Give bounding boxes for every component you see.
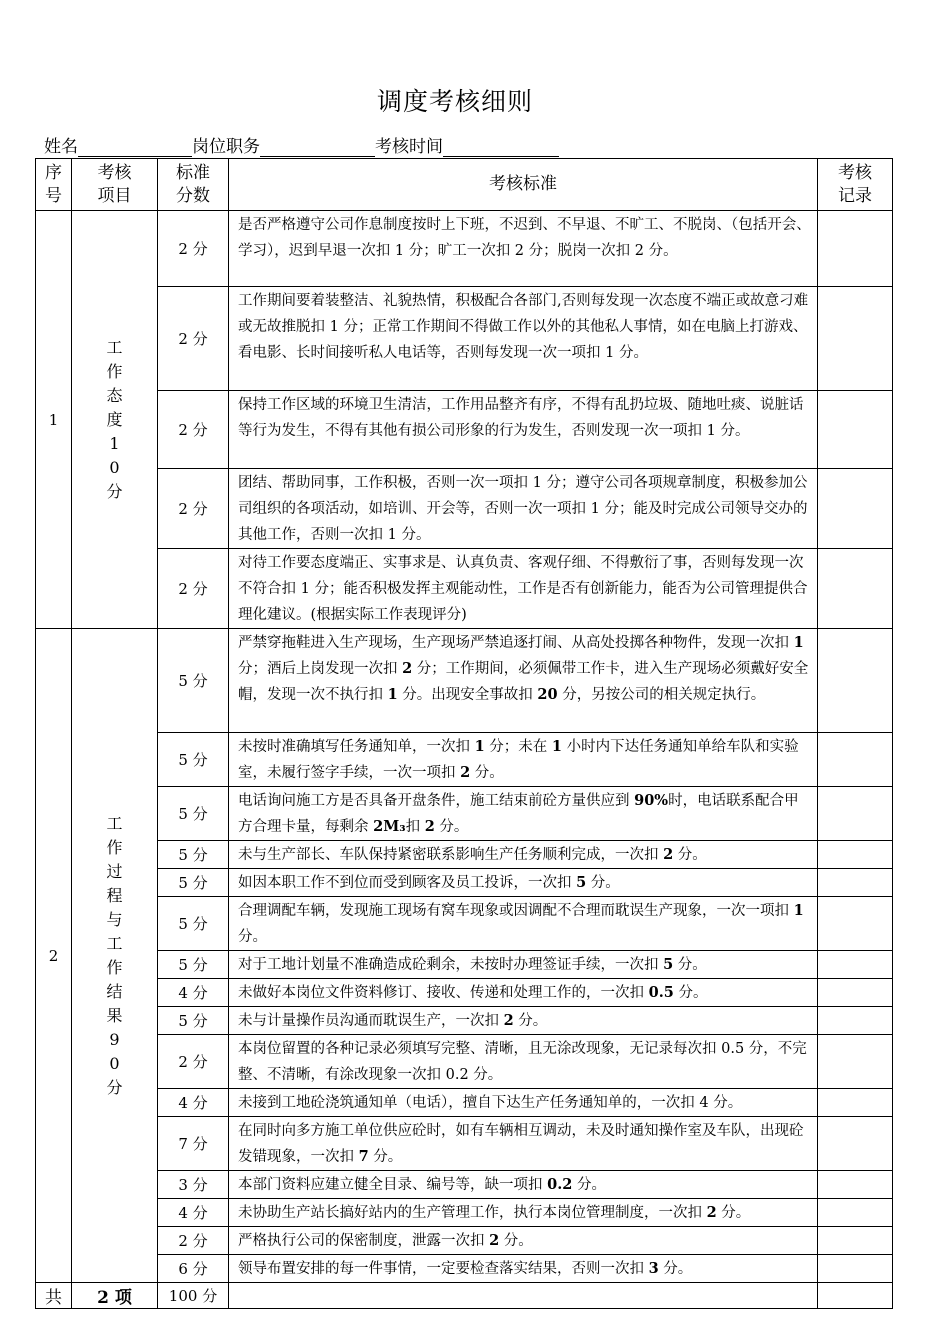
table-row (36, 469, 893, 549)
assessment-record[interactable] (818, 897, 893, 951)
table-row (36, 787, 893, 841)
table-row (36, 549, 893, 629)
header-row (36, 159, 893, 211)
footer-standard-cell (229, 1283, 818, 1309)
assessment-record[interactable] (818, 869, 893, 897)
assessment-standard: 领导布置安排的每一件事情，一定要检查落实结果，否则一次扣 3 分。 (229, 1255, 818, 1283)
assessment-record[interactable] (818, 1117, 893, 1171)
standard-score: 4 分 (158, 979, 229, 1007)
assessment-record[interactable] (818, 1255, 893, 1283)
standard-score: 5 分 (158, 787, 229, 841)
table-row (36, 733, 893, 787)
assessment-record[interactable] (818, 469, 893, 549)
assessment-standard: 团结、帮助同事，工作积极，否则一次一项扣 1 分；遵守公司各项规章制度，积极参加公司组织的各项活动，如培训、开会等，否则一次一项扣 1 分；能及时完成公司领导交办的其他工作，否则一次扣 1 分。 (229, 469, 818, 549)
table-row (36, 211, 893, 287)
standard-score: 6 分 (158, 1255, 229, 1283)
section-category: 工作态度10分 (72, 211, 158, 629)
position-field[interactable] (260, 137, 375, 157)
standard-score: 2 分 (158, 1035, 229, 1089)
table-row (36, 629, 893, 733)
footer-label: 共 (36, 1283, 72, 1309)
assessment-record[interactable] (818, 1007, 893, 1035)
assessment-standard: 未按时准确填写任务通知单，一次扣 1 分；未在 1 小时内下达任务通知单给车队和实验室，未履行签字手续，一次一项扣 2 分。 (229, 733, 818, 787)
standard-score: 5 分 (158, 733, 229, 787)
assessment-standard: 未与生产部长、车队保持紧密联系影响生产任务顺利完成，一次扣 2 分。 (229, 841, 818, 869)
name-field[interactable] (78, 137, 192, 157)
assessment-table (35, 158, 893, 1309)
standard-score: 5 分 (158, 1007, 229, 1035)
position-label: 岗位职务 (192, 137, 260, 157)
standard-score: 3 分 (158, 1171, 229, 1199)
time-label: 考核时间 (375, 137, 443, 157)
assessment-standard: 对于工地计划量不准确造成砼剩余，未按时办理签证手续，一次扣 5 分。 (229, 951, 818, 979)
table-row (36, 391, 893, 469)
standard-score: 2 分 (158, 391, 229, 469)
standard-score: 5 分 (158, 897, 229, 951)
standard-score: 4 分 (158, 1199, 229, 1227)
assessment-standard: 对待工作要态度端正、实事求是、认真负责、客观仔细、不得敷衍了事，否则每发现一次不符合扣 1 分；能否积极发挥主观能动性，工作是否有创新能力，能否为公司管理提供合理化建议。(根据实际工作表现评分) (229, 549, 818, 629)
assessment-record[interactable] (818, 733, 893, 787)
assessment-standard: 未做好本岗位文件资料修订、接收、传递和处理工作的，一次扣 0.5 分。 (229, 979, 818, 1007)
section-number: 2 (36, 629, 72, 1283)
assessment-standard: 如因本职工作不到位而受到顾客及员工投诉，一次扣 5 分。 (229, 869, 818, 897)
assessment-record[interactable] (818, 1035, 893, 1089)
section-number: 1 (36, 211, 72, 629)
table-row (36, 869, 893, 897)
standard-score: 2 分 (158, 549, 229, 629)
assessment-standard: 电话询问施工方是否具备开盘条件，施工结束前砼方量供应到 90%时，电话联系配合甲方合理卡量，每剩余 2M₃扣 2 分。 (229, 787, 818, 841)
header-score: 标准分数 (158, 159, 229, 211)
table-row (36, 287, 893, 391)
assessment-record[interactable] (818, 391, 893, 469)
table-row (36, 979, 893, 1007)
table-row (36, 1171, 893, 1199)
assessment-record[interactable] (818, 287, 893, 391)
standard-score: 2 分 (158, 287, 229, 391)
standard-score: 5 分 (158, 629, 229, 733)
section-category: 工作过程与工作结果90分 (72, 629, 158, 1283)
footer-total: 100 分 (158, 1283, 229, 1309)
assessment-record[interactable] (818, 951, 893, 979)
table-row (36, 1035, 893, 1089)
table-row (36, 1227, 893, 1255)
standard-score: 7 分 (158, 1117, 229, 1171)
info-line (44, 132, 559, 157)
header-record: 考核记录 (818, 159, 893, 211)
footer-count: 2 项 (72, 1283, 158, 1309)
standard-score: 5 分 (158, 841, 229, 869)
assessment-record[interactable] (818, 1089, 893, 1117)
footer-row (36, 1283, 893, 1309)
assessment-record[interactable] (818, 787, 893, 841)
table-row (36, 897, 893, 951)
assessment-record[interactable] (818, 629, 893, 733)
standard-score: 5 分 (158, 869, 229, 897)
assessment-standard: 保持工作区域的环境卫生清洁，工作用品整齐有序，不得有乱扔垃圾、随地吐痰、说脏话等行为发生，不得有其他有损公司形象的行为发生，否则发现一次一项扣 1 分。 (229, 391, 818, 469)
assessment-record[interactable] (818, 979, 893, 1007)
assessment-standard: 未协助生产站长搞好站内的生产管理工作，执行本岗位管理制度，一次扣 2 分。 (229, 1199, 818, 1227)
assessment-record[interactable] (818, 1227, 893, 1255)
table-row (36, 841, 893, 869)
footer-record-cell[interactable] (818, 1283, 893, 1309)
table-row (36, 1007, 893, 1035)
table-row (36, 1199, 893, 1227)
header-item: 考核项目 (72, 159, 158, 211)
assessment-standard: 是否严格遵守公司作息制度按时上下班，不迟到、不早退、不旷工、不脱岗、（包括开会、学习），迟到早退一次扣 1 分；旷工一次扣 2 分；脱岗一次扣 2 分。 (229, 211, 818, 287)
assessment-standard: 工作期间要着装整洁、礼貌热情，积极配合各部门,否则每发现一次态度不端正或故意刁难或无故推脱扣 1 分；正常工作期间不得做工作以外的其他私人事情，如在电脑上打游戏、看电影、长时间接听私人电话等，否则每发现一次一项扣 1 分。 (229, 287, 818, 391)
standard-score: 2 分 (158, 211, 229, 287)
standard-score: 2 分 (158, 469, 229, 549)
table-row (36, 1255, 893, 1283)
assessment-record[interactable] (818, 211, 893, 287)
assessment-record[interactable] (818, 549, 893, 629)
standard-score: 2 分 (158, 1227, 229, 1255)
time-field[interactable] (443, 137, 559, 157)
table-row (36, 1117, 893, 1171)
assessment-record[interactable] (818, 841, 893, 869)
table-row (36, 1089, 893, 1117)
assessment-standard: 本部门资料应建立健全目录、编号等，缺一项扣 0.2 分。 (229, 1171, 818, 1199)
document-title: 调度考核细则 (376, 87, 533, 116)
assessment-record[interactable] (818, 1171, 893, 1199)
header-standard: 考核标准 (229, 159, 818, 211)
assessment-standard: 严格执行公司的保密制度，泄露一次扣 2 分。 (229, 1227, 818, 1255)
assessment-standard: 在同时向多方施工单位供应砼时，如有车辆相互调动，未及时通知操作室及车队，出现砼发错现象，一次扣 7 分。 (229, 1117, 818, 1171)
header-seq: 序号 (36, 159, 72, 211)
assessment-record[interactable] (818, 1199, 893, 1227)
assessment-standard: 未与计量操作员沟通而耽误生产，一次扣 2 分。 (229, 1007, 818, 1035)
table-row (36, 951, 893, 979)
standard-score: 4 分 (158, 1089, 229, 1117)
assessment-standard: 本岗位留置的各种记录必须填写完整、清晰，且无涂改现象，无记录每次扣 0.5 分，不完整、不清晰，有涂改现象一次扣 0.2 分。 (229, 1035, 818, 1089)
assessment-standard: 严禁穿拖鞋进入生产现场，生产现场严禁追逐打闹、从高处投掷各种物件，发现一次扣 1 分；酒后上岗发现一次扣 2 分；工作期间，必须佩带工作卡，进入生产现场必须戴好安全帽，发现一次不执行扣 1 分。出现安全事故扣 20 分，另按公司的相关规定执行。 (229, 629, 818, 733)
standard-score: 5 分 (158, 951, 229, 979)
assessment-standard: 合理调配车辆，发现施工现场有窝车现象或因调配不合理而耽误生产现象，一次一项扣 1 分。 (229, 897, 818, 951)
name-label: 姓名 (44, 137, 78, 157)
assessment-standard: 未接到工地砼浇筑通知单（电话），擅自下达生产任务通知单的，一次扣 4 分。 (229, 1089, 818, 1117)
